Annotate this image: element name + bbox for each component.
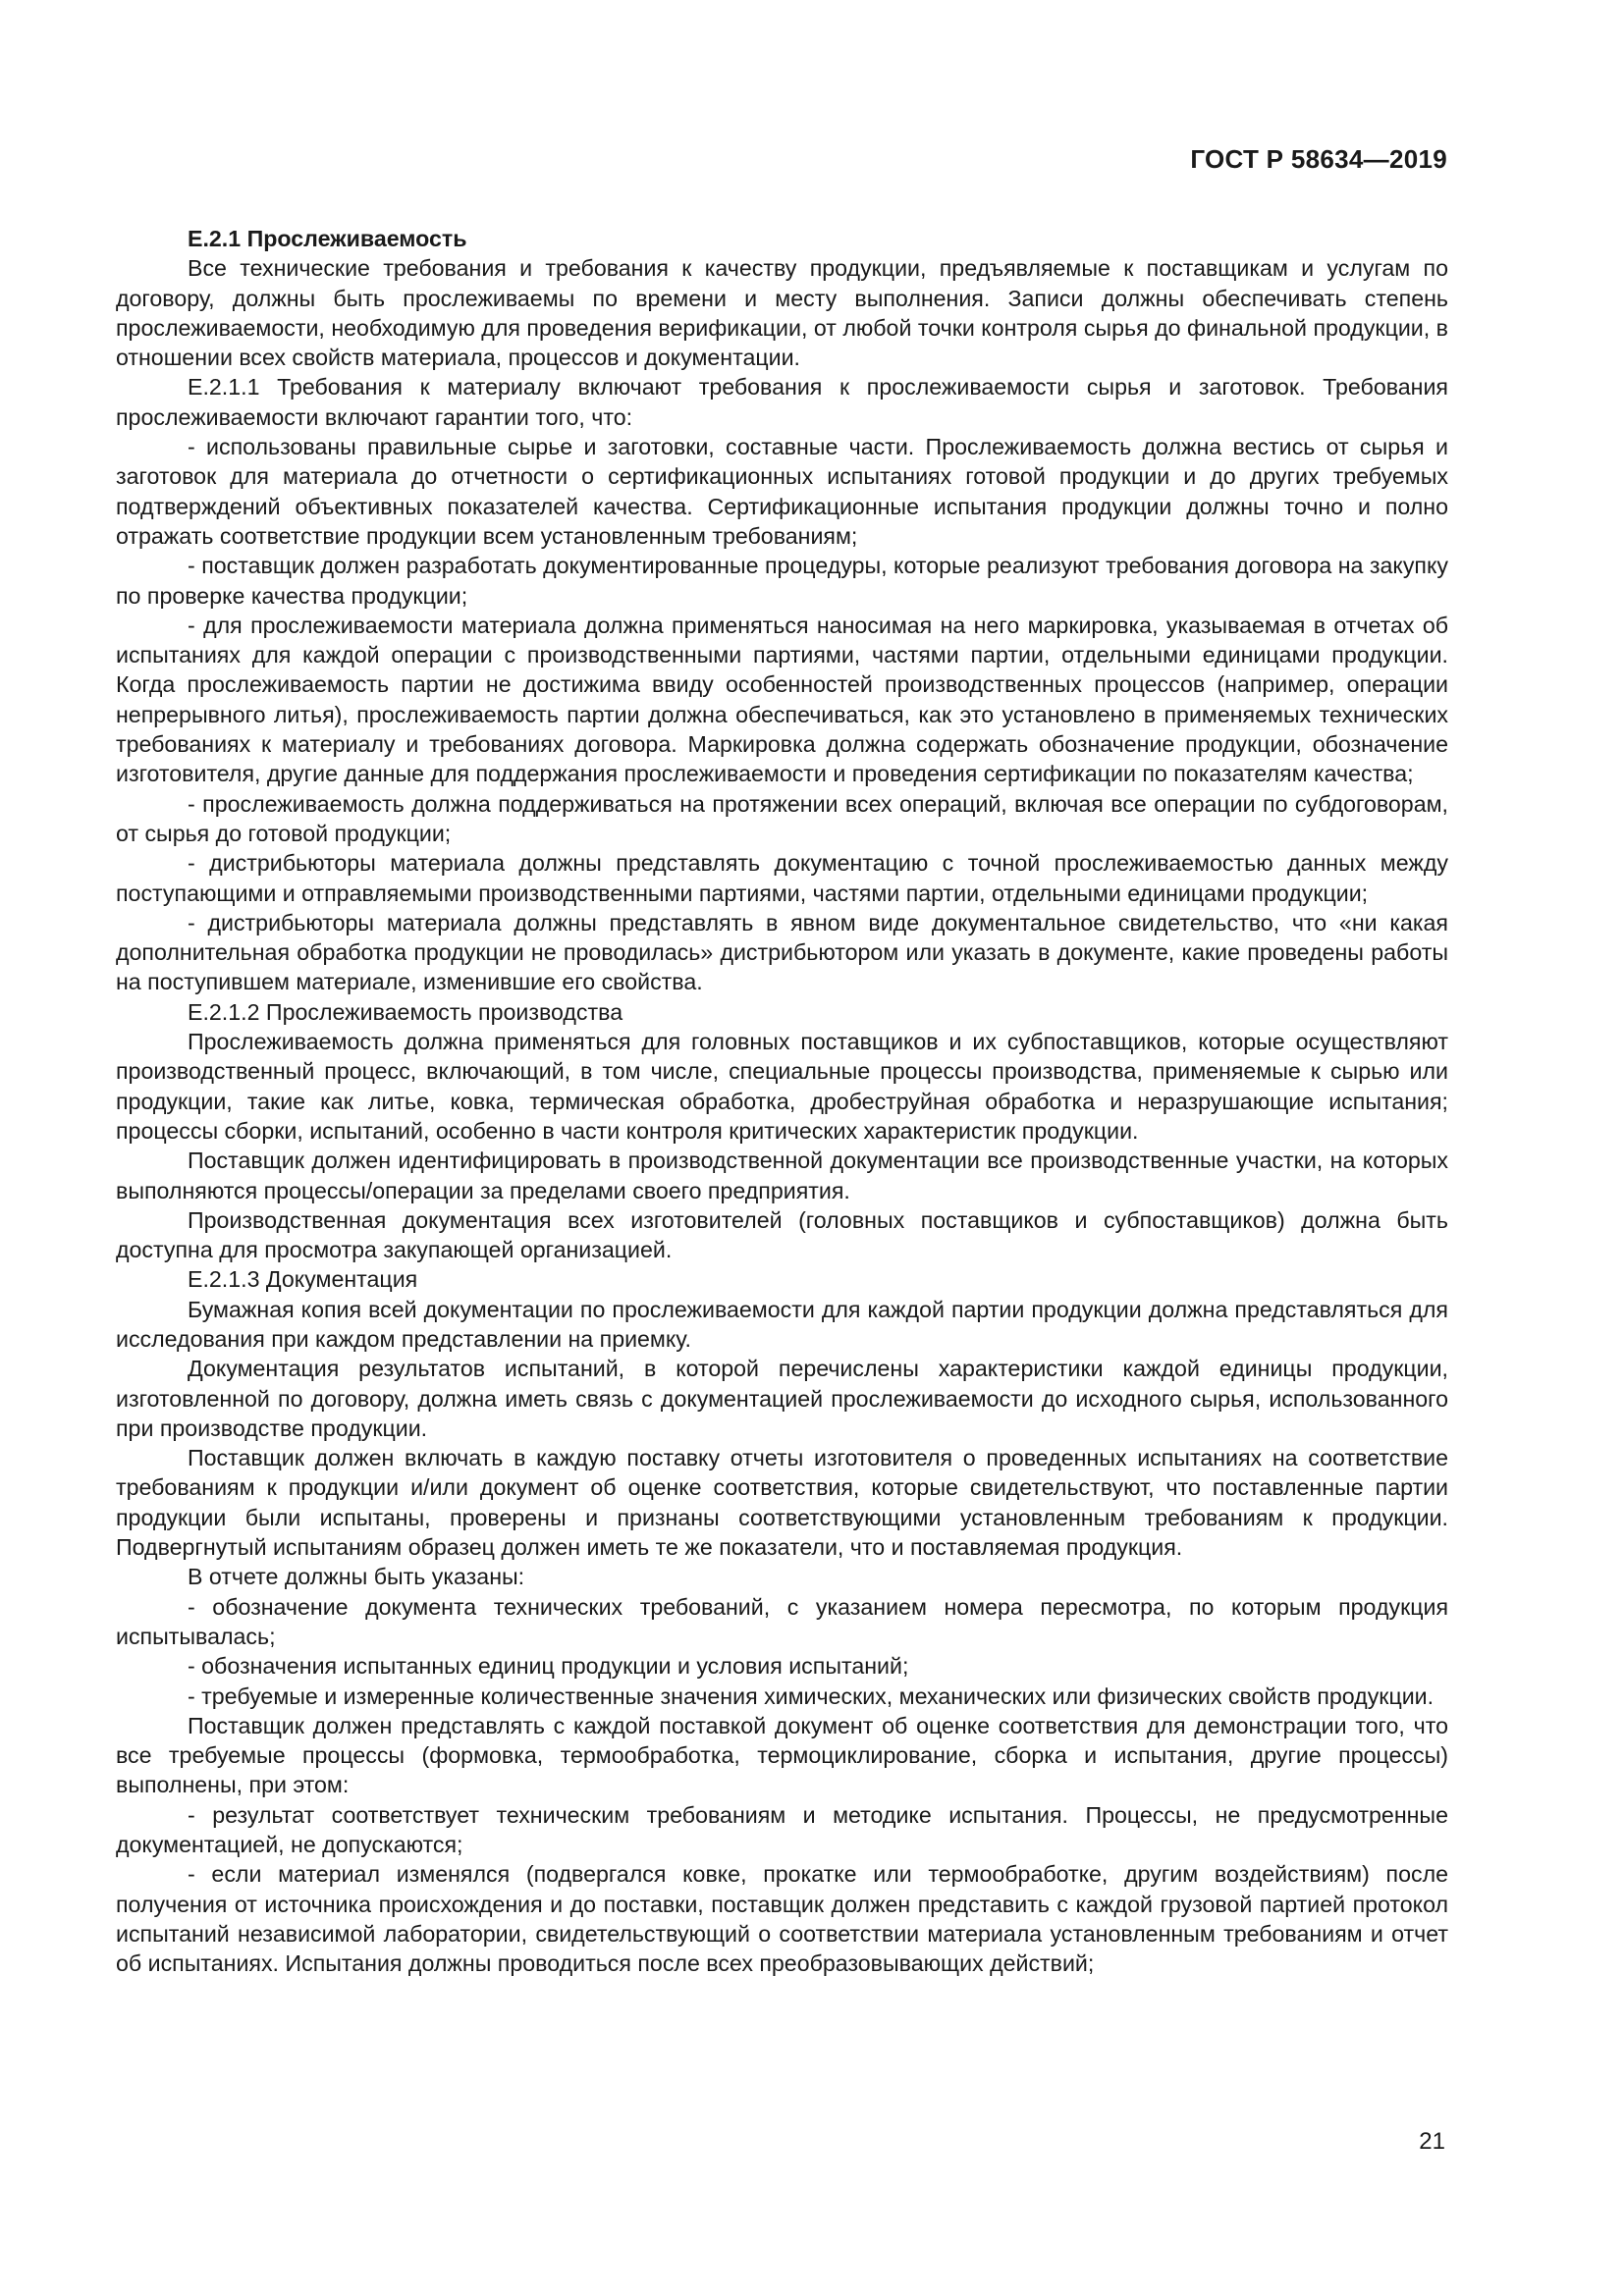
document-body [116,224,1448,1979]
paragraph: Е.2.1.1 Требования к материалу включают требования к прослеживаемости сырья и заготовок. Требования прослеживаемости включают гарантии того, что: [116,374,1448,430]
list-item: - обозначения испытанных единиц продукции и условия испытаний; [188,1653,909,1680]
paragraph: Бумажная копия всей документации по прослеживаемости для каждой партии продукции должна представляться для исследования при каждом представлении на приемку. [116,1296,1448,1352]
list-item: - результат соответствует техническим требованиям и методике испытания. Процессы, не предусмотренные документацией, не допускаются; [116,1801,1448,1858]
paragraph: Документация результатов испытаний, в которой перечислены характеристики каждой единицы продукции, изготовленной по договору, должна иметь связь с документацией прослеживаемости до исходного сырья, использованного при производстве продукции. [116,1356,1448,1441]
paragraph: Все технические требования и требования к качеству продукции, предъявляемые к поставщикам и услугам по договору, должны быть прослеживаемы по времени и месту выполнения. Записи должны обеспечивать степень прослеживаемости, необходимую для проведения верификации, от любой точки контроля сырья до финальной продукции, в отношении всех свойств материала, процессов и документации. [116,255,1448,371]
list-item: - если материал изменялся (подвергался ковке, прокатке или термообработке, другим воздействиям) после получения от источника происхождения и до поставки, поставщик должен представить с каждой грузовой партией протокол испытаний независимой лаборатории, свидетельствующий о соответствии материала установленным требованиям и отчет об испытаниях. Испытания должны проводиться после всех преобразовывающих действий; [116,1861,1448,1977]
paragraph: Поставщик должен представлять с каждой поставкой документ об оценке соответствия для демонстрации того, что все требуемые процессы (формовка, термообработка, термоциклирование, сборка и испытания, другие процессы) выполнены, при этом: [116,1712,1448,1798]
section-title: Е.2.1 Прослеживаемость [188,226,467,251]
subsection-heading: Е.2.1.2 Прослеживаемость производства [188,998,623,1025]
list-item: - требуемые и измеренные количественные значения химических, механических или физических свойств продукции. [188,1682,1435,1709]
page-number: 21 [1419,2128,1445,2155]
list-item: - для прослеживаемости материала должна применяться наносимая на него маркировка, указываемая в отчетах об испытаниях для каждой операции с производственными партиями, частями партии, отдельными единицами продукции. Когда прослеживаемость партии не достижима ввиду особенностей производственных процессов (например, операции непрерывного литья), прослеживаемость партии должна обеспечиваться, как это установлено в применяемых технических требованиях к материалу и требованиях договора. Маркировка должна содержать обозначение продукции, обозначение изготовителя, другие данные для поддержания прослеживаемости и проведения сертификации по показателям качества; [116,612,1448,787]
document-code-header: ГОСТ Р 58634—2019 [1190,144,1447,174]
list-item: - обозначение документа технических требований, с указанием номера пересмотра, по которым продукция испытывалась; [116,1593,1448,1649]
list-item: - дистрибьюторы материала должны представлять документацию с точной прослеживаемостью данных между поступающими и отправляемыми производственными партиями, частями партии, отдельными единицами продукции; [116,850,1448,906]
paragraph: В отчете должны быть указаны: [188,1564,525,1590]
list-item: - использованы правильные сырье и заготовки, составные части. Прослеживаемость должна вестись от сырья и заготовок для материала до отчетности о сертификационных испытаниях готовой продукции и до других требуемых подтверждений объективных показателей качества. Сертификационные испытания продукции должны точно и полно отражать соответствие продукции всем установленным требованиям; [116,434,1448,549]
paragraph: Поставщик должен включать в каждую поставку отчеты изготовителя о проведенных испытаниях на соответствие требованиям к продукции и/или документ об оценке соответствия, которые свидетельствуют, что поставленные партии продукции были испытаны, проверены и признаны соответствующими установленным требованиям к продукции. Подвергнутый испытаниям образец должен иметь те же показатели, что и поставляемая продукция. [116,1445,1448,1561]
paragraph: Поставщик должен идентифицировать в производственной документации все производственные участки, на которых выполняются процессы/операции за пределами своего предприятия. [116,1148,1448,1203]
paragraph: Прослеживаемость должна применяться для головных поставщиков и их субпоставщиков, которые осуществляют производственный процесс, включающий, в том числе, специальные процессы производства, применяемые к сырью или продукции, такие как литье, ковка, термическая обработка, дробеструйная обработка и неразрушающие испытания; процессы сборки, испытаний, особенно в части контроля критических характеристик продукции. [116,1029,1448,1144]
paragraph: Производственная документация всех изготовителей (головных поставщиков и субпоставщиков) должна быть доступна для просмотра закупающей организацией. [116,1206,1448,1263]
list-item: - дистрибьюторы материала должны представлять в явном виде документальное свидетельство, что «ни какая дополнительная обработка продукции не проводилась» дистрибьютором или указать в документе, какие проведены работы на поступившем материале, изменившие его свойства. [116,909,1448,995]
list-item: - прослеживаемость должна поддерживаться на протяжении всех операций, включая все операции по субдоговорам, от сырья до готовой продукции; [116,790,1448,846]
list-item: - поставщик должен разработать документированные процедуры, которые реализуют требования договора на закупку по проверке качества продукции; [116,553,1448,609]
subsection-heading: Е.2.1.3 Документация [188,1266,418,1293]
